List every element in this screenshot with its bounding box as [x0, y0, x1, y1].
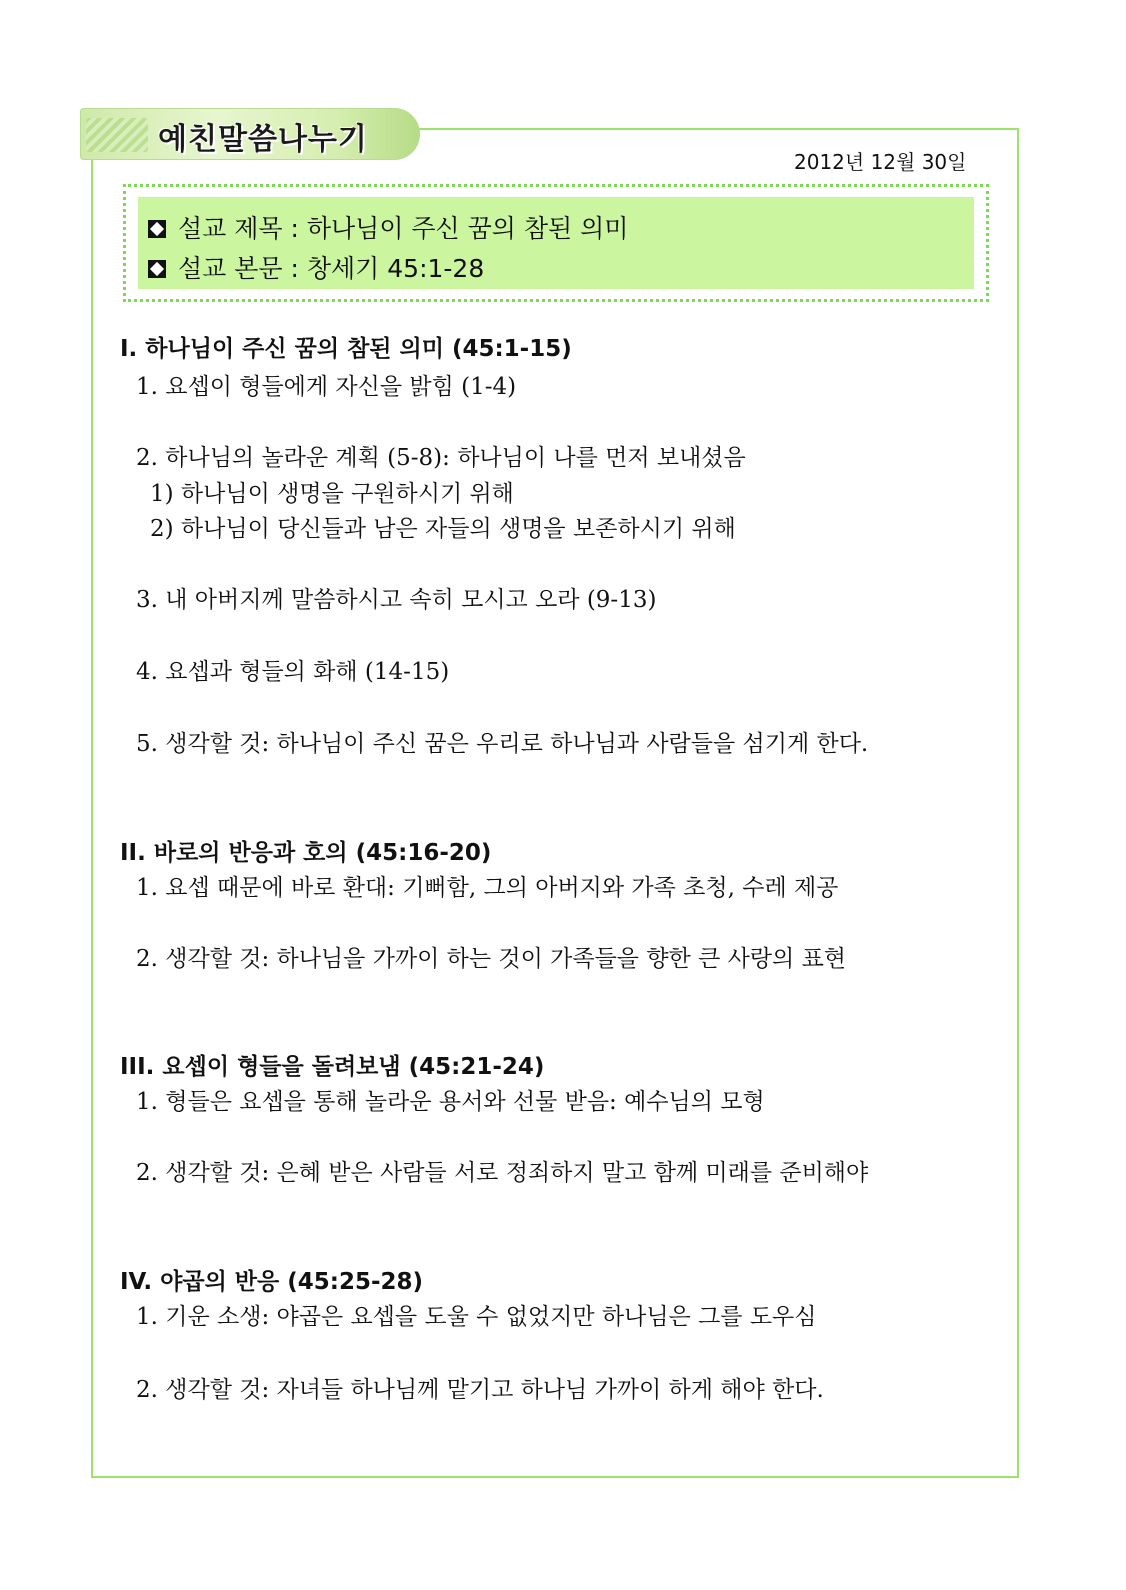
outline-item: 1. 요셉 때문에 바로 환대: 기뻐함, 그의 아버지와 가족 초청, 수레 제공 [136, 875, 839, 901]
outline-item: 2. 생각할 것: 은혜 받은 사람들 서로 정죄하지 말고 함께 미래를 준비해야 [136, 1160, 869, 1186]
outline-item: 4. 요셉과 형들의 화해 (14-15) [136, 659, 450, 685]
outline-item: 1. 형들은 요셉을 통해 놀라운 용서와 선물 받음: 예수님의 모형 [136, 1089, 765, 1115]
outline-subitem: 2) 하나님이 당신들과 남은 자들의 생명을 보존하시기 위해 [150, 516, 736, 542]
sermon-text-line [148, 249, 484, 285]
outline-item: 1. 요셉이 형들에게 자신을 밝힘 (1-4) [136, 374, 517, 400]
title-banner [80, 108, 420, 160]
outline-item: 2. 생각할 것: 하나님을 가까이 하는 것이 가족들을 향한 큰 사랑의 표현 [136, 946, 847, 972]
banner-decoration [86, 118, 148, 152]
sermon-info-panel [138, 197, 974, 289]
sermon-info-box [123, 184, 989, 302]
diamond-bullet-icon [148, 220, 166, 238]
section-heading: II. 바로의 반응과 호의 (45:16-20) [120, 840, 492, 866]
sermon-title-line [148, 209, 628, 245]
page-title: 예친말씀나누기 [158, 122, 368, 157]
sermon-text-text: 설교 본문 : 창세기 45:1-28 [178, 254, 485, 283]
outline-item: 1. 기운 소생: 야곱은 요셉을 도울 수 없었지만 하나님은 그를 도우심 [136, 1304, 817, 1330]
sermon-date: 2012년 12월 30일 [794, 150, 967, 174]
section-heading: IV. 야곱의 반응 (45:25-28) [120, 1269, 424, 1295]
outline-subitem: 1) 하나님이 생명을 구원하시기 위해 [150, 481, 514, 507]
outline-item: 5. 생각할 것: 하나님이 주신 꿈은 우리로 하나님과 사람들을 섬기게 한다. [136, 731, 869, 757]
diamond-bullet-icon [148, 260, 166, 278]
sermon-title-text: 설교 제목 : 하나님이 주신 꿈의 참된 의미 [178, 214, 629, 243]
outline-item: 2. 하나님의 놀라운 계획 (5-8): 하나님이 나를 먼저 보내셨음 [136, 445, 746, 471]
outline-item: 3. 내 아버지께 말씀하시고 속히 모시고 오라 (9-13) [136, 587, 657, 613]
outline-item: 2. 생각할 것: 자녀들 하나님께 맡기고 하나님 가까이 하게 해야 한다. [136, 1377, 824, 1403]
section-heading: III. 요셉이 형들을 돌려보냄 (45:21-24) [120, 1054, 545, 1080]
section-heading: I. 하나님이 주신 꿈의 참된 의미 (45:1-15) [120, 336, 572, 362]
